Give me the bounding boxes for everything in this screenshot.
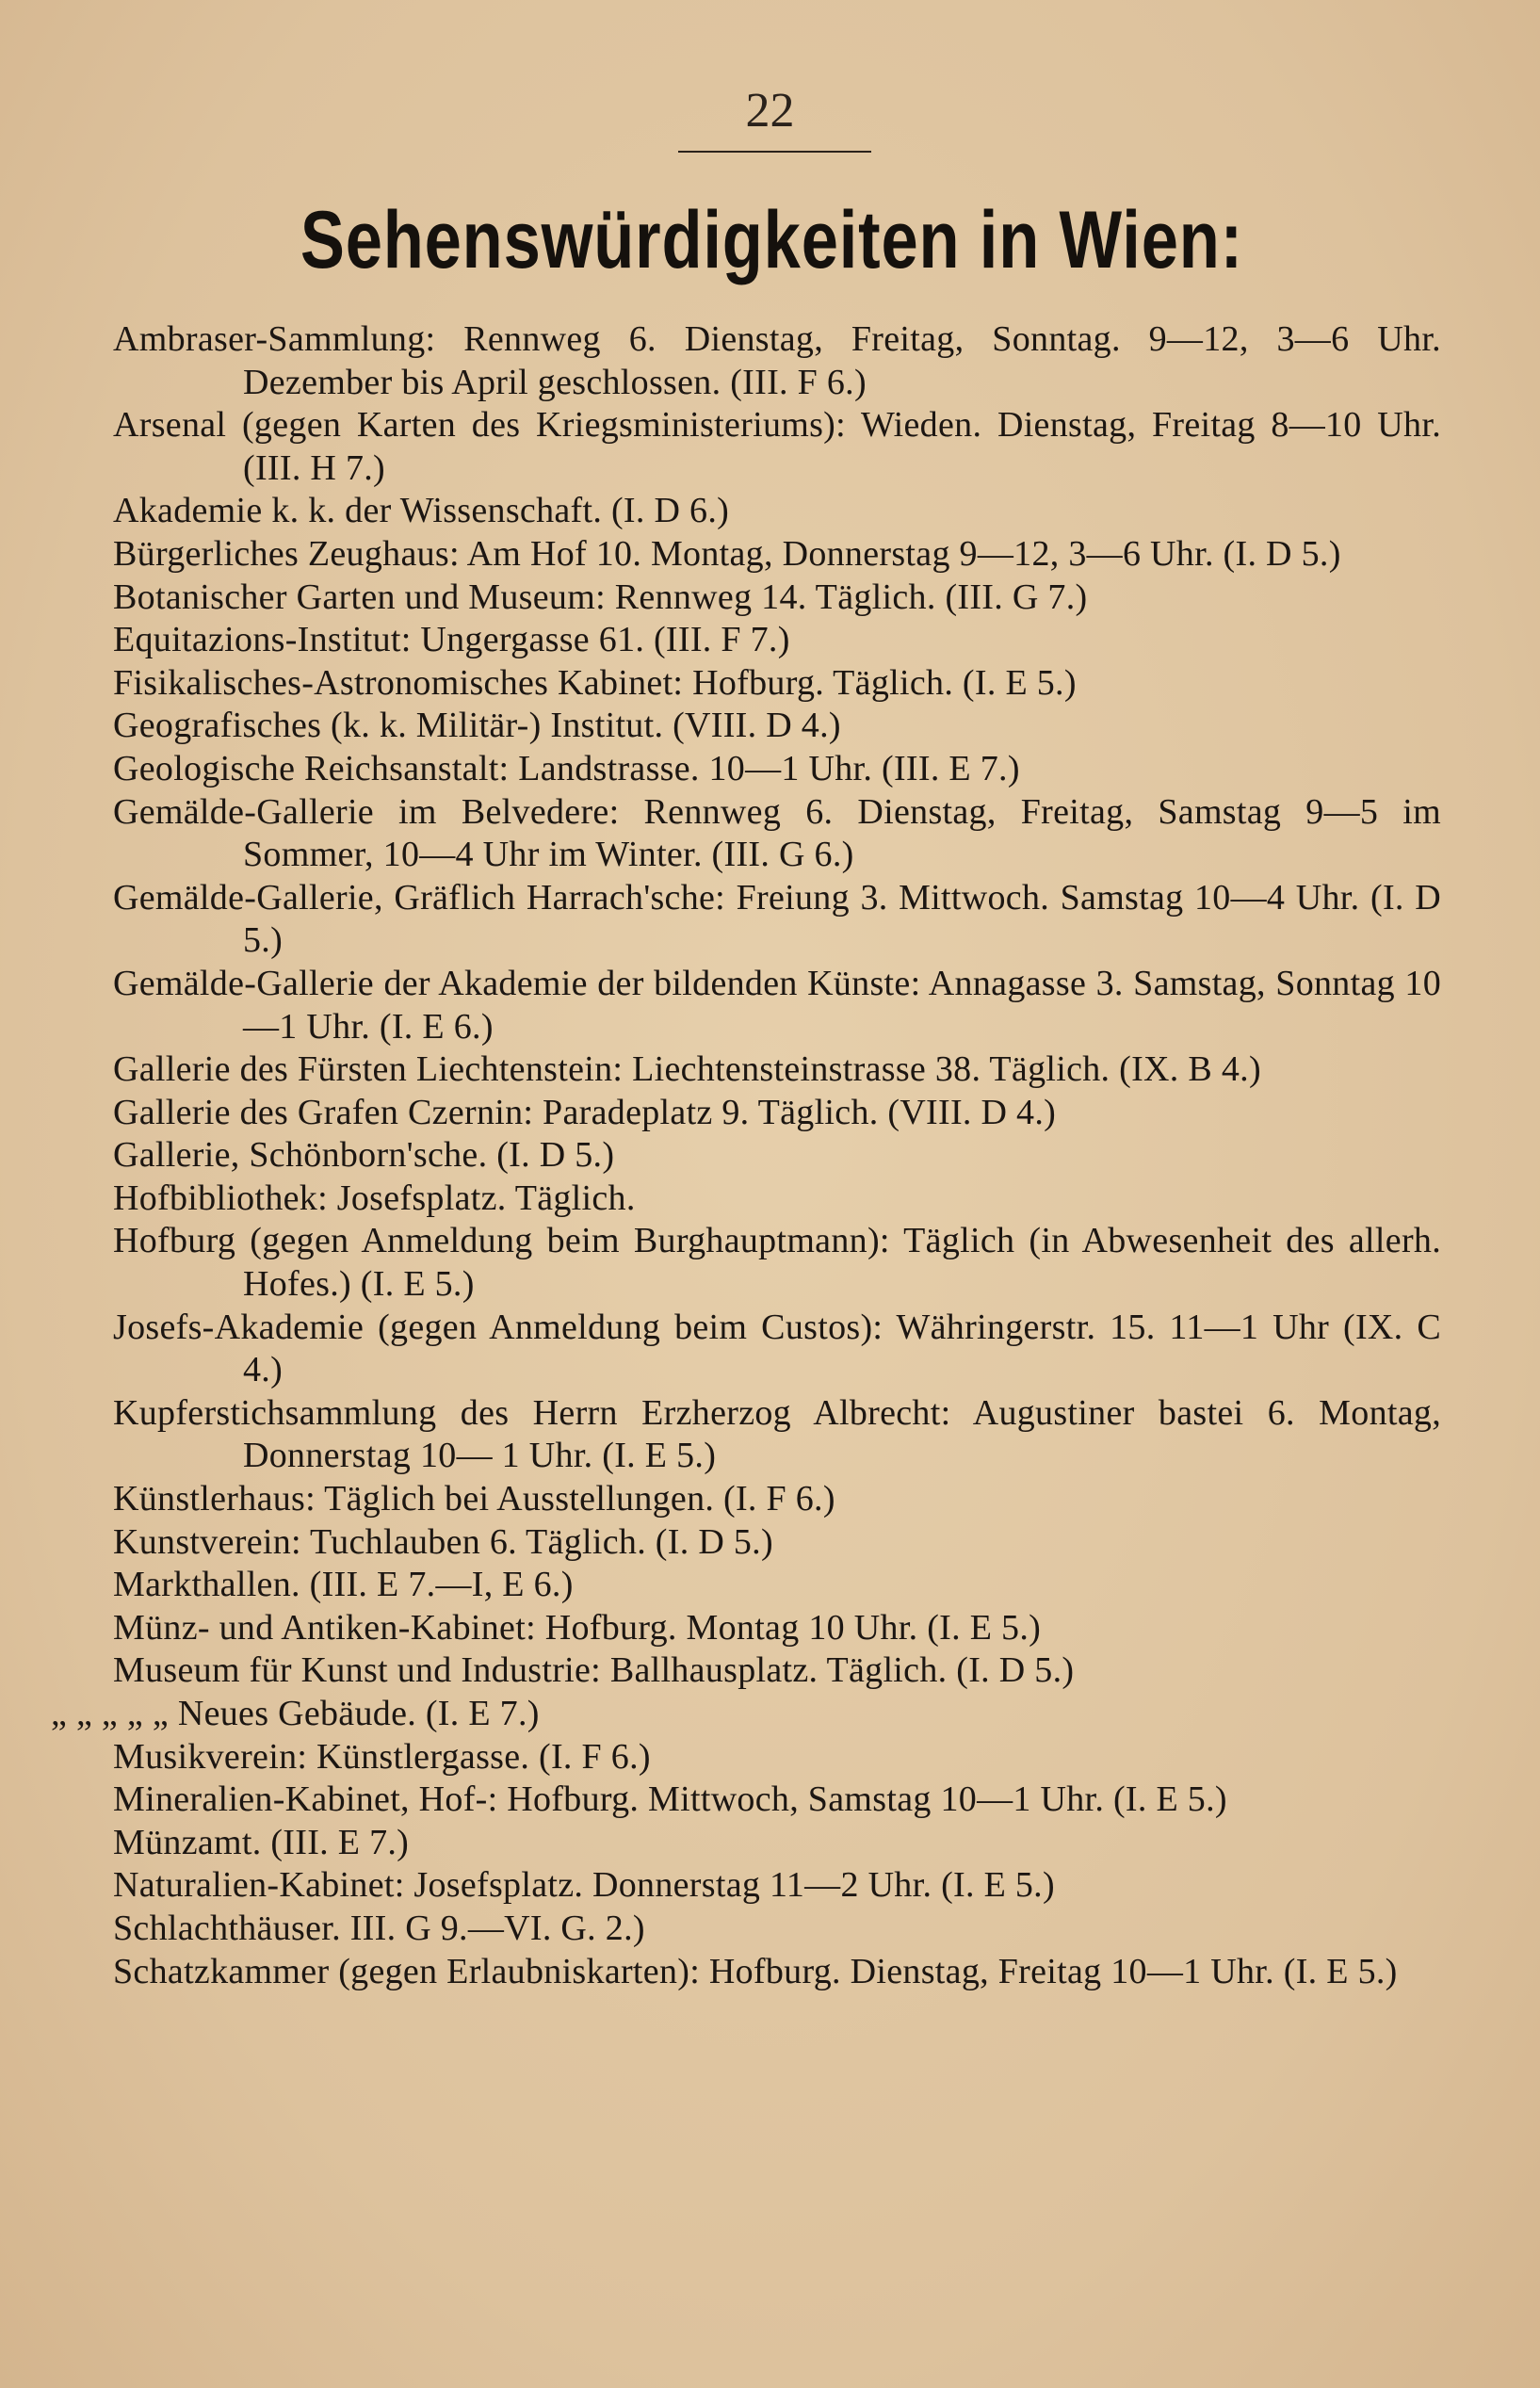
- page-number: 22: [745, 84, 795, 138]
- list-item: Equitazions-Institut: Ungergasse 61. (III. F 7.): [113, 620, 790, 660]
- list-item: Gallerie, Schönborn'sche. (I. D 5.): [113, 1135, 615, 1176]
- list-item: Geografisches (k. k. Militär-) Institut. (VIII. D 4.): [113, 706, 841, 746]
- list-item: Münz- und Antiken-Kabinet: Hofburg. Montag 10 Uhr. (I. E 5.): [113, 1607, 1042, 1648]
- list-item: Kunstverein: Tuchlauben 6. Täglich. (I. D 5.): [113, 1521, 773, 1562]
- list-item: Ambraser-Sammlung: Rennweg 6. Dienstag, Freitag, Sonntag. 9—12, 3—6 Uhr. Dezember bis April geschlossen. (III. F 6.): [113, 319, 1441, 402]
- list-item: Musikverein: Künstlergasse. (I. F 6.): [113, 1736, 651, 1777]
- list-item: Bürgerliches Zeughaus: Am Hof 10. Montag, Donnerstag 9—12, 3—6 Uhr. (I. D 5.): [113, 533, 1341, 574]
- list-item: Naturalien-Kabinet: Josefsplatz. Donnerstag 11—2 Uhr. (I. E 5.): [113, 1865, 1055, 1906]
- list-item: Josefs-Akademie (gegen Anmeldung beim Custos): Währingerstr. 15. 11—1 Uhr (IX. C 4.): [113, 1307, 1441, 1390]
- page-title: Sehenswürdigkeiten in Wien:: [300, 195, 1243, 285]
- list-item: Hofburg (gegen Anmeldung beim Burghauptmann): Täglich (in Abwesenheit des allerh. Hofes.) (I. E 5.): [113, 1221, 1441, 1305]
- list-item: Markthallen. (III. E 7.—I, E 6.): [113, 1565, 574, 1605]
- list-item: Schlachthäuser. III. G 9.—VI. G. 2.): [113, 1908, 645, 1948]
- list-item: Gallerie des Grafen Czernin: Paradeplatz 9. Täglich. (VIII. D 4.): [113, 1092, 1057, 1132]
- list-item: Schatzkammer (gegen Erlaubniskarten): Hofburg. Dienstag, Freitag 10—1 Uhr. (I. E 5.): [113, 1951, 1398, 1991]
- list-item: Geologische Reichsanstalt: Landstrasse. 10—1 Uhr. (III. E 7.): [113, 748, 1020, 788]
- list-item: Künstlerhaus: Täglich bei Ausstellungen. (I. F 6.): [113, 1479, 835, 1519]
- list-item: Gemälde-Gallerie der Akademie der bildenden Künste: Annagasse 3. Samstag, Sonntag 10—1 Uhr. (I. E 6.): [113, 963, 1441, 1047]
- list-item: Arsenal (gegen Karten des Kriegsministeriums): Wieden. Dienstag, Freitag 8—10 Uhr. (III. H 7.): [113, 405, 1441, 488]
- list-item: Gemälde-Gallerie im Belvedere: Rennweg 6. Dienstag, Freitag, Samstag 9—5 im Sommer, 10—4 Uhr im Winter. (III. G 6.): [113, 791, 1441, 875]
- list-item: „ „ „ „ „ Neues Gebäude. (I. E 7.): [51, 1694, 540, 1733]
- list-item: Gallerie des Fürsten Liechtenstein: Liechtensteinstrasse 38. Täglich. (IX. B 4.): [113, 1049, 1261, 1090]
- list-item: Hofbibliothek: Josefsplatz. Täglich.: [113, 1178, 636, 1218]
- list-item: Botanischer Garten und Museum: Rennweg 14. Täglich. (III. G 7.): [113, 577, 1088, 617]
- page-number-rule: [678, 151, 871, 153]
- list-item: Mineralien-Kabinet, Hof-: Hofburg. Mittwoch, Samstag 10—1 Uhr. (I. E 5.): [113, 1779, 1227, 1820]
- list-item: Museum für Kunst und Industrie: Ballhausplatz. Täglich. (I. D 5.): [113, 1650, 1075, 1691]
- list-item: Münzamt. (III. E 7.): [113, 1822, 410, 1862]
- list-item: Gemälde-Gallerie, Gräflich Harrach'sche: Freiung 3. Mittwoch. Samstag 10—4 Uhr. (I. D 5.): [113, 877, 1441, 961]
- list-item: Akademie k. k. der Wissenschaft. (I. D 6.): [113, 491, 730, 531]
- list-item: Fisikalisches-Astronomisches Kabinet: Hofburg. Täglich. (I. E 5.): [113, 662, 1077, 703]
- list-item: Kupferstichsammlung des Herrn Erzherzog Albrecht: Augustiner bastei 6. Montag, Donnerstag 10— 1 Uhr. (I. E 5.): [113, 1392, 1441, 1476]
- sights-list: [51, 318, 1441, 1993]
